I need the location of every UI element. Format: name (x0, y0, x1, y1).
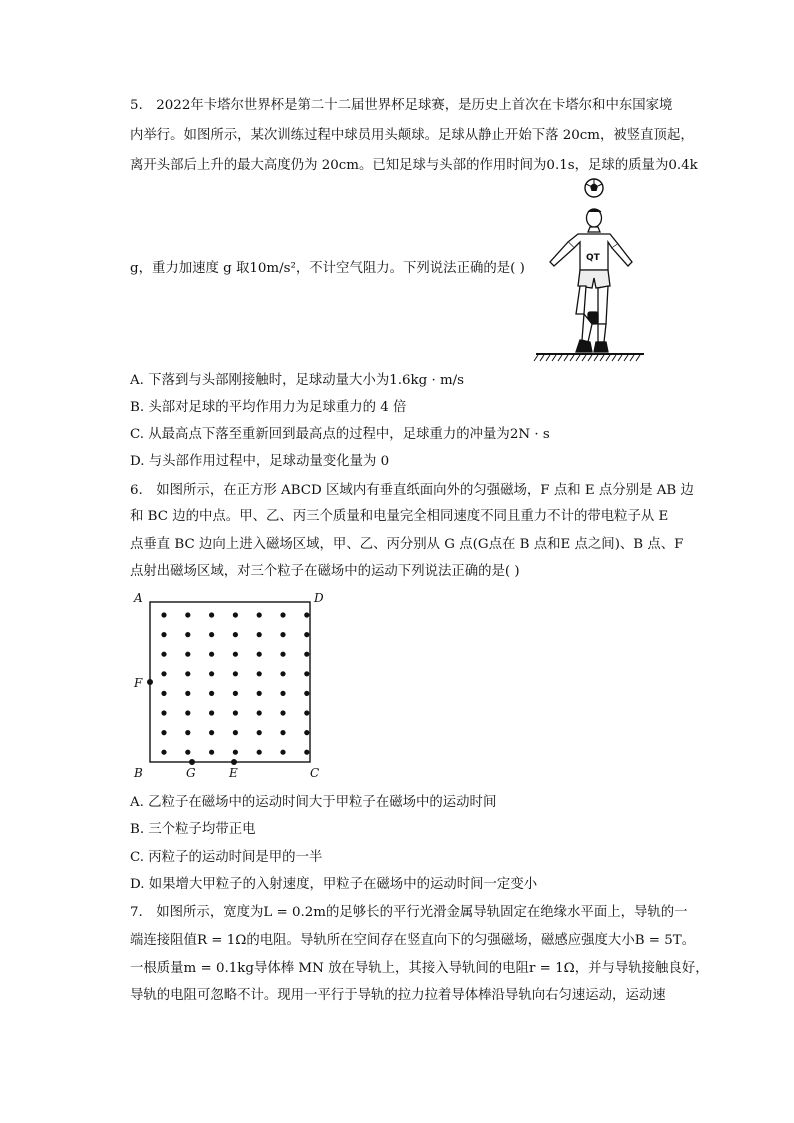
field-dot (257, 691, 262, 696)
q5-option-d: D. 与头部作用过程中，足球动量变化量为 0 (130, 454, 390, 469)
player-body (550, 209, 632, 352)
field-dot (257, 632, 262, 637)
field-dot (209, 671, 214, 676)
q7-line-3: 一根质量m = 0.1kg导体棒 MN 放在导轨上，其接入导轨间的电阻r = 1Ω，并与导轨接触良好， (130, 961, 709, 976)
q7-line-2: 端连接阻值R = 1Ω的电阻。导轨所在空间存在竖直向下的匀强磁场，磁感应强度大小B = 5T。 (130, 933, 696, 948)
q6-line-2: 和 BC 边的中点。甲、乙、丙三个质量和电量完全相同速度不同且重力不计的带电粒子从 E (130, 509, 669, 524)
q5-option-a: A. 下落到与头部刚接触时，足球动量大小为1.6kg · m/s (130, 373, 465, 388)
soccer-ball-icon (585, 179, 603, 197)
field-dot (209, 710, 214, 715)
field-dot (280, 710, 285, 715)
field-dot (209, 750, 214, 755)
square-abcd (150, 602, 310, 762)
label-f: F (134, 676, 143, 690)
field-dot (161, 612, 166, 617)
field-dot (233, 652, 238, 657)
field-dot (209, 652, 214, 657)
field-dot (280, 652, 285, 657)
field-dot (209, 691, 214, 696)
field-dot (304, 632, 309, 637)
field-dot (161, 730, 166, 735)
field-dot (185, 691, 190, 696)
field-dot (257, 652, 262, 657)
field-dot (233, 612, 238, 617)
field-dot (257, 750, 262, 755)
field-dot (233, 710, 238, 715)
field-dot (304, 691, 309, 696)
q6-option-b: B. 三个粒子均带正电 (130, 822, 256, 837)
field-dot (185, 612, 190, 617)
field-dot (280, 671, 285, 676)
shirt-number-text: QT (586, 253, 600, 263)
q6-line-3: 点垂直 BC 边向上进入磁场区域，甲、乙、丙分别从 G 点(G点在 B 点和E 点之间)、B 点、F (130, 537, 684, 552)
header-player-figure (528, 174, 650, 364)
field-dot (209, 730, 214, 735)
q5-line-4: g，重力加速度 g 取10m/s²，不计空气阻力。下列说法正确的是( ) (130, 261, 525, 276)
field-dot (280, 612, 285, 617)
q6-line-4: 点射出磁场区域，对三个粒子在磁场中的运动下列说法正确的是( ) (130, 564, 520, 579)
field-dot (233, 671, 238, 676)
q6-option-d: D. 如果增大甲粒子的入射速度，甲粒子在磁场中的运动时间一定变小 (130, 877, 538, 892)
q5-line-1: 5. 2022年卡塔尔世界杯是第二十二届世界杯足球赛，是历史上首次在卡塔尔和中东国家境 (130, 96, 672, 116)
field-dot (161, 632, 166, 637)
label-g: G (186, 766, 196, 780)
label-d: D (314, 591, 324, 605)
field-dot (257, 710, 262, 715)
field-dot (304, 730, 309, 735)
q7-line-4: 导轨的电阻可忽略不计。现用一平行于导轨的拉力拉着导体棒沿导轨向右匀速运动，运动速 (130, 988, 666, 1003)
field-dot (233, 750, 238, 755)
q5-option-b: B. 头部对足球的平均作用力为足球重力的 4 倍 (130, 400, 407, 415)
label-e: E (229, 766, 238, 780)
field-dot (304, 671, 309, 676)
field-dots (161, 612, 309, 754)
label-b: B (134, 766, 143, 780)
field-dot (257, 730, 262, 735)
point-e-marker (231, 759, 237, 765)
field-dot (280, 730, 285, 735)
field-dot (161, 691, 166, 696)
q6-number: 6. (130, 483, 143, 498)
ground-hatch (534, 354, 644, 361)
field-dot (304, 612, 309, 617)
q6-option-a: A. 乙粒子在磁场中的运动时间大于甲粒子在磁场中的运动时间 (130, 795, 497, 810)
field-dot (185, 652, 190, 657)
point-f-marker (147, 679, 153, 685)
q5-line-3: 离开头部后上升的最大高度仍为 20cm。已知足球与头部的作用时间为0.1s，足球的质量为0.4k (130, 158, 698, 173)
field-dot (161, 710, 166, 715)
q7-number: 7. (130, 905, 143, 920)
field-dot (185, 632, 190, 637)
field-dot (257, 612, 262, 617)
q7-line-1: 7. 如图所示，宽度为L = 0.2m的足够长的平行光滑金属导轨固定在绝缘水平面上，导轨的一 (130, 903, 688, 923)
field-dot (209, 632, 214, 637)
field-dot (161, 671, 166, 676)
field-dot (304, 652, 309, 657)
field-dot (304, 710, 309, 715)
q5-line-2: 内举行。如图所示，某次训练过程中球员用头颠球。足球从静止开始下落 20cm，被竖直顶起， (130, 128, 694, 143)
label-c: C (310, 766, 320, 780)
field-dot (161, 750, 166, 755)
field-dot (161, 652, 166, 657)
q5-option-c: C. 从最高点下落至重新回到最高点的过程中，足球重力的冲量为2N · s (130, 427, 550, 442)
field-dot (233, 691, 238, 696)
field-dot (280, 750, 285, 755)
point-g-marker (189, 759, 195, 765)
field-dot (257, 671, 262, 676)
field-dot (185, 750, 190, 755)
field-dot (280, 691, 285, 696)
field-dot (185, 730, 190, 735)
q5-number: 5. (130, 98, 143, 113)
field-dot (304, 750, 309, 755)
magnetic-field-square-figure (130, 590, 330, 786)
field-dot (185, 710, 190, 715)
field-dot (209, 612, 214, 617)
field-dot (185, 671, 190, 676)
label-a: A (134, 591, 143, 605)
field-dot (233, 730, 238, 735)
field-dot (280, 632, 285, 637)
q6-line-1: 6. 如图所示，在正方形 ABCD 区域内有垂直纸面向外的匀强磁场，F 点和 E 点分别是 AB 边 (130, 481, 694, 501)
field-dot (233, 632, 238, 637)
q6-option-c: C. 丙粒子的运动时间是甲的一半 (130, 850, 323, 865)
